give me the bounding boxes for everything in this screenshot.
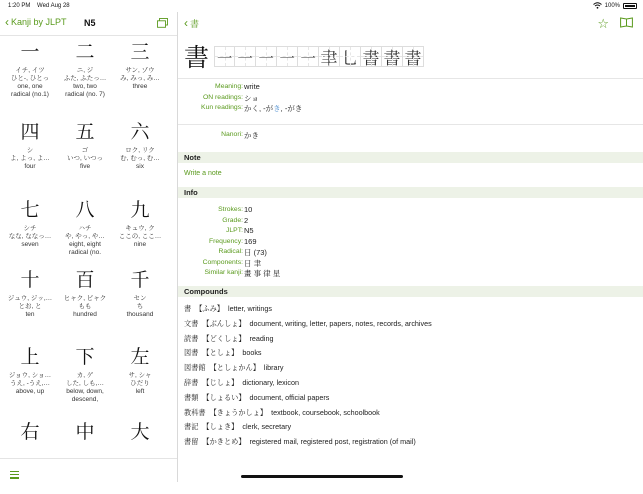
kun-readings-value bbox=[244, 103, 302, 114]
kanji-meaning: nine bbox=[133, 241, 147, 248]
compound-word: 書類 bbox=[184, 392, 199, 402]
kanji-meaning: radical (no. bbox=[68, 249, 102, 256]
write-note-link[interactable]: Write a note bbox=[184, 170, 222, 177]
kanji-character: 三 bbox=[130, 41, 150, 63]
kanji-reading: サ, シャ bbox=[128, 372, 152, 379]
kanji-character: 右 bbox=[20, 421, 40, 443]
kanji-cell[interactable] bbox=[112, 37, 168, 91]
info-value: 2 bbox=[244, 215, 249, 225]
compound-word: 文書 bbox=[184, 318, 199, 328]
kanji-cell[interactable] bbox=[2, 265, 58, 319]
kanji-reading: とお, と bbox=[18, 303, 42, 310]
list-title: N5 bbox=[84, 18, 96, 28]
stroke-frames bbox=[214, 46, 424, 67]
details-block bbox=[178, 82, 643, 114]
info-label: Frequency: bbox=[208, 237, 243, 245]
menu-icon[interactable] bbox=[10, 471, 19, 481]
compound-row[interactable] bbox=[184, 437, 639, 452]
nanori-row bbox=[178, 130, 643, 141]
kanji-meaning: radical (no.1) bbox=[11, 91, 49, 98]
compound-reading: 【ぶんしょ】 bbox=[202, 318, 246, 328]
info-value[interactable]: 日 聿 bbox=[244, 258, 262, 268]
nanori-label: Nanori: bbox=[221, 131, 243, 138]
info-label: Similar kanji: bbox=[204, 269, 243, 276]
kanji-character: 九 bbox=[130, 199, 150, 221]
kanji-reading: イチ, イツ bbox=[15, 67, 45, 74]
kanji-character: 二 bbox=[75, 41, 95, 63]
kanji-grid bbox=[0, 37, 177, 457]
on-readings-row bbox=[178, 93, 643, 104]
kanji-detail-pane bbox=[178, 12, 643, 482]
stroke-frame: ⺃ bbox=[340, 46, 361, 67]
kun-readings-label: Kun readings: bbox=[201, 104, 243, 111]
kanji-reading: シチ bbox=[23, 225, 37, 232]
stroke-frame: 聿 bbox=[319, 46, 340, 67]
kanji-reading: ゴ bbox=[81, 147, 89, 154]
info-value: 10 bbox=[244, 205, 253, 214]
back-label: 書 bbox=[190, 19, 200, 29]
on-readings-value: ショ bbox=[244, 93, 259, 103]
compound-meaning: dictionary, lexicon bbox=[242, 377, 299, 387]
back-label: Kanji by JLPT bbox=[11, 17, 67, 27]
compound-meaning: document, writing, letter, papers, notes, records, archives bbox=[249, 318, 432, 328]
compound-reading: 【かきとめ】 bbox=[202, 437, 246, 447]
compound-row[interactable] bbox=[184, 363, 639, 378]
kanji-meaning: two, two bbox=[73, 83, 97, 90]
kanji-character: 大 bbox=[130, 421, 150, 443]
nanori-block bbox=[178, 130, 643, 141]
compound-reading: 【どくしょ】 bbox=[202, 333, 246, 343]
info-label: Grade: bbox=[222, 216, 243, 224]
compound-reading: 【しょるい】 bbox=[202, 392, 246, 402]
kanji-reading: や, やっ, や… bbox=[65, 233, 105, 240]
compound-word: 図書館 bbox=[184, 363, 206, 373]
kanji-cell[interactable] bbox=[57, 117, 113, 171]
kanji-cell[interactable] bbox=[112, 265, 168, 319]
kanji-reading: ひだり bbox=[130, 380, 150, 387]
chevron-left-icon: ‹ bbox=[5, 14, 9, 29]
star-icon[interactable]: ☆ bbox=[597, 16, 609, 31]
kanji-meaning: three bbox=[132, 83, 148, 90]
compound-word: 教科書 bbox=[184, 407, 206, 417]
kanji-meaning: one, one bbox=[17, 83, 43, 90]
kanji-reading: した, しも,… bbox=[66, 380, 104, 387]
compound-reading: 【としょ】 bbox=[202, 348, 239, 358]
copy-cards-icon[interactable] bbox=[157, 18, 168, 28]
right-navbar bbox=[178, 12, 643, 36]
kanji-cell[interactable] bbox=[2, 342, 58, 396]
compound-meaning: reading bbox=[249, 333, 274, 343]
kanji-cell[interactable] bbox=[2, 37, 58, 99]
kanji-meaning: five bbox=[79, 163, 91, 170]
stroke-frame: 書 bbox=[403, 46, 424, 67]
stroke-frame: ㇐ bbox=[256, 46, 277, 67]
divider bbox=[178, 78, 643, 79]
kanji-meaning: four bbox=[24, 163, 36, 170]
info-row bbox=[178, 258, 643, 269]
compounds-list bbox=[184, 304, 639, 452]
compound-meaning: textbook, coursebook, schoolbook bbox=[271, 407, 380, 417]
kanji-character: 左 bbox=[130, 346, 150, 368]
kanji-cell[interactable] bbox=[112, 417, 168, 447]
meaning-row bbox=[178, 82, 643, 93]
compound-meaning: registered mail, registered post, registration (of mail) bbox=[249, 437, 416, 447]
kanji-list-pane bbox=[0, 12, 177, 482]
compound-meaning: document, official papers bbox=[249, 392, 330, 402]
kanji-meaning: hundred bbox=[73, 311, 97, 318]
kanji-reading: いつ, いつっ bbox=[66, 155, 104, 162]
battery-icon bbox=[623, 3, 637, 9]
kanji-cell[interactable] bbox=[112, 117, 168, 171]
info-value: 日 (73) bbox=[244, 248, 267, 257]
kanji-character: 八 bbox=[75, 199, 95, 221]
kanji-character: 五 bbox=[75, 121, 95, 143]
kanji-reading: ここの, ここ… bbox=[118, 233, 162, 240]
info-row bbox=[178, 247, 643, 258]
kanji-cell[interactable] bbox=[57, 37, 113, 99]
compound-word: 辞書 bbox=[184, 377, 199, 387]
stroke-frame: ㇐ bbox=[214, 46, 235, 67]
kanji-cell[interactable] bbox=[2, 417, 58, 447]
battery-percent: 100% bbox=[604, 2, 620, 9]
kanji-cell[interactable] bbox=[57, 265, 113, 319]
kanji-meaning: ten bbox=[25, 311, 35, 318]
kanji-reading: ヒャク, ビャク bbox=[63, 295, 107, 302]
kanji-character: 下 bbox=[75, 346, 95, 368]
wifi-icon bbox=[593, 2, 602, 9]
status-date: Wed Aug 28 bbox=[37, 3, 70, 9]
kanji-meaning: six bbox=[136, 163, 144, 170]
kanji-character: 七 bbox=[20, 199, 40, 221]
compound-word: 書 bbox=[184, 304, 192, 313]
stroke-frame: 書 bbox=[361, 46, 382, 67]
kanji-reading: ロク, リク bbox=[125, 147, 155, 154]
kanji-character: 中 bbox=[75, 421, 95, 443]
compound-word: 書記 bbox=[184, 422, 199, 432]
kun-okurigana: き bbox=[273, 104, 281, 113]
info-row bbox=[178, 216, 643, 227]
kanji-meaning: eight, eight bbox=[69, 241, 101, 248]
info-value: N5 bbox=[244, 226, 254, 235]
back-button-kanji[interactable] bbox=[184, 17, 199, 30]
kanji-character: 一 bbox=[20, 41, 40, 63]
info-row bbox=[178, 237, 643, 248]
stroke-frame: ㇐ bbox=[277, 46, 298, 67]
compound-row[interactable] bbox=[184, 334, 639, 349]
kun-reading-main: かく, -が bbox=[244, 104, 274, 113]
kanji-reading: ち bbox=[136, 303, 144, 310]
kanji-cell[interactable] bbox=[112, 195, 168, 249]
compound-reading: 【としょかん】 bbox=[209, 363, 260, 373]
compound-meaning: library bbox=[263, 363, 284, 373]
note-section-header: Note bbox=[178, 152, 643, 163]
back-button-kanji-by-jlpt[interactable] bbox=[5, 14, 67, 29]
nanori-value: かき bbox=[244, 131, 259, 140]
on-readings-label: ON readings: bbox=[202, 93, 243, 101]
compound-row[interactable] bbox=[184, 378, 639, 393]
compound-reading: 【じしょ】 bbox=[202, 377, 239, 387]
kanji-character: 百 bbox=[75, 269, 95, 291]
stroke-order-row bbox=[184, 38, 424, 74]
left-navbar bbox=[0, 12, 177, 36]
kanji-cell[interactable] bbox=[112, 342, 168, 396]
compound-row[interactable] bbox=[184, 408, 639, 423]
kanji-reading: うえ, -うえ,… bbox=[9, 380, 51, 387]
compound-row[interactable] bbox=[184, 393, 639, 408]
info-label: JLPT: bbox=[226, 227, 243, 234]
kanji-reading: ひと-, ひとっ bbox=[10, 75, 50, 82]
meaning-label: Meaning: bbox=[215, 83, 243, 90]
compound-word: 書留 bbox=[184, 437, 199, 447]
kanji-reading: よ, よっ, よ… bbox=[10, 155, 50, 162]
compound-reading: 【ふみ】 bbox=[195, 304, 224, 313]
kanji-reading: む, むっ, む… bbox=[120, 155, 160, 162]
info-label: Strokes: bbox=[218, 206, 243, 213]
kanji-character: 四 bbox=[20, 121, 40, 143]
kanji-meaning: above, up bbox=[15, 388, 45, 395]
info-row bbox=[178, 226, 643, 237]
info-value: 169 bbox=[244, 236, 257, 246]
kanji-reading: シ bbox=[26, 147, 34, 154]
info-row bbox=[178, 268, 643, 279]
compound-word: 読書 bbox=[184, 333, 199, 343]
kanji-cell[interactable] bbox=[57, 195, 113, 257]
kun-reading-tail: , -がき bbox=[280, 104, 303, 113]
stroke-frame: ㇐ bbox=[235, 46, 256, 67]
info-section-header: Info bbox=[178, 187, 643, 198]
compound-meaning: clerk, secretary bbox=[242, 422, 292, 432]
status-time: 1:20 PM bbox=[8, 3, 31, 9]
book-icon[interactable] bbox=[620, 17, 633, 28]
kanji-cell[interactable] bbox=[2, 117, 58, 171]
kanji-reading: キュウ, ク bbox=[125, 225, 155, 232]
kanji-character: 千 bbox=[130, 269, 150, 291]
kanji-character: 六 bbox=[130, 121, 150, 143]
compound-meaning: letter, writings bbox=[227, 304, 272, 313]
compound-row[interactable] bbox=[184, 348, 639, 363]
kanji-reading: ジョウ, ショ… bbox=[8, 372, 52, 379]
kanji-meaning: descend, bbox=[71, 396, 99, 403]
divider bbox=[178, 124, 643, 125]
kanji-reading: もも bbox=[78, 303, 92, 310]
kanji-reading: み, みっ, み… bbox=[120, 75, 160, 82]
kanji-meaning: radical (no. 7) bbox=[65, 91, 105, 98]
kanji-reading: ニ, ジ bbox=[76, 67, 94, 74]
compound-row[interactable] bbox=[184, 304, 639, 319]
meaning-value: write bbox=[244, 82, 260, 91]
info-block bbox=[178, 205, 643, 279]
info-value[interactable]: 畫 事 律 星 bbox=[244, 269, 281, 278]
main-kanji: 書 bbox=[184, 43, 210, 72]
kanji-reading: ジュウ, ジッ,… bbox=[7, 295, 53, 302]
compound-row[interactable] bbox=[184, 319, 639, 334]
kanji-character: 十 bbox=[20, 269, 40, 291]
kun-readings-row bbox=[178, 103, 643, 114]
info-label: Radical: bbox=[218, 248, 243, 255]
info-label: Components: bbox=[202, 258, 243, 266]
kanji-reading: カ, ゲ bbox=[76, 372, 94, 379]
kanji-meaning: below, down, bbox=[66, 388, 104, 395]
kanji-reading: ふた, ふたっ… bbox=[63, 75, 107, 82]
kanji-cell[interactable] bbox=[2, 195, 58, 249]
status-bar bbox=[0, 0, 643, 12]
home-indicator bbox=[241, 475, 403, 478]
kanji-reading: なな, ななっ… bbox=[8, 233, 52, 240]
compound-meaning: books bbox=[242, 348, 262, 358]
compound-reading: 【しょき】 bbox=[202, 422, 239, 432]
compound-word: 図書 bbox=[184, 348, 199, 358]
left-toolbar bbox=[0, 458, 177, 494]
chevron-left-icon: ‹ bbox=[184, 16, 188, 30]
info-row bbox=[178, 205, 643, 216]
stroke-frame: ㇐ bbox=[298, 46, 319, 67]
stroke-frame: 書 bbox=[382, 46, 403, 67]
kanji-meaning: thousand bbox=[126, 311, 154, 318]
kanji-meaning: seven bbox=[21, 241, 39, 248]
kanji-reading: サン, ゾウ bbox=[125, 67, 155, 74]
compound-reading: 【きょうかしょ】 bbox=[209, 407, 268, 417]
compound-row[interactable] bbox=[184, 422, 639, 437]
kanji-reading: セン bbox=[133, 295, 147, 302]
kanji-cell[interactable] bbox=[57, 342, 113, 404]
kanji-reading: ハチ bbox=[78, 225, 92, 232]
kanji-meaning: left bbox=[135, 388, 145, 395]
kanji-cell[interactable] bbox=[57, 417, 113, 447]
kanji-character: 上 bbox=[20, 346, 40, 368]
compounds-section-header: Compounds bbox=[178, 286, 643, 297]
